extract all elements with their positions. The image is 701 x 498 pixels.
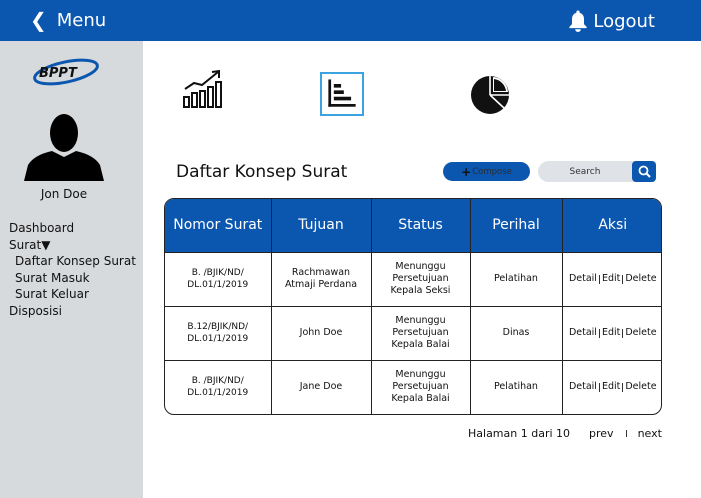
perihal-cell: Pelatihan	[470, 252, 562, 306]
compose-button[interactable]	[443, 162, 530, 181]
user-avatar-icon	[24, 111, 104, 181]
pagination	[468, 427, 662, 440]
table-row	[165, 252, 662, 306]
nomor-cell: B. /BJIK/ND/ DL.01/1/2019	[165, 360, 271, 414]
tujuan-cell: Rachmawan Atmaji Perdana	[271, 252, 371, 306]
sidebar	[0, 41, 143, 498]
nav-surat-masuk[interactable]: Surat Masuk	[15, 270, 90, 285]
column-header: Status	[371, 199, 470, 252]
page-title: Daftar Konsep Surat	[176, 162, 348, 182]
prev-link[interactable]: prev	[589, 427, 614, 440]
search-box	[538, 161, 656, 182]
logout-button[interactable]	[568, 6, 655, 36]
nav-surat-keluar[interactable]: Surat Keluar	[15, 287, 89, 301]
status-cell: Menunggu Persetujuan Kepala Balai	[371, 306, 470, 360]
table-row	[165, 360, 662, 414]
table-header-row	[165, 199, 662, 252]
top-bar	[0, 0, 701, 41]
separator	[626, 430, 627, 437]
logo-text: BPPT	[39, 66, 77, 81]
page-info: Halaman 1 dari 10	[468, 427, 571, 440]
separator	[599, 383, 600, 392]
pie-chart-icon[interactable]	[470, 74, 512, 116]
separator	[599, 329, 600, 338]
bell-icon	[568, 9, 588, 33]
bar-chart-icon[interactable]	[320, 72, 364, 116]
separator	[599, 275, 600, 284]
perihal-cell: Pelatihan	[470, 360, 562, 414]
column-header: Nomor Surat	[165, 199, 271, 252]
next-link[interactable]: next	[637, 427, 662, 440]
separator	[622, 275, 623, 284]
compose-label: Compose	[472, 166, 512, 177]
tujuan-cell: John Doe	[271, 306, 371, 360]
edit-link[interactable]: Edit	[601, 273, 621, 285]
delete-link[interactable]: Delete	[625, 327, 657, 339]
separator	[622, 383, 623, 392]
nav-disposisi[interactable]: Disposisi	[9, 303, 62, 318]
delete-link[interactable]: Delete	[625, 273, 657, 285]
aksi-cell	[562, 360, 662, 414]
status-cell: Menunggu Persetujuan Kepala Balai	[371, 360, 470, 414]
search-button[interactable]	[632, 161, 656, 182]
search-icon	[638, 165, 651, 178]
nav-dashboard[interactable]: Dashboard	[9, 221, 75, 235]
column-header: Tujuan	[271, 199, 371, 252]
edit-link[interactable]: Edit	[601, 327, 621, 339]
user-name: Jon Doe	[40, 187, 88, 201]
tujuan-cell: Jane Doe	[271, 360, 371, 414]
nav-surat[interactable]: Surat▼	[9, 237, 51, 252]
perihal-cell: Dinas	[470, 306, 562, 360]
logout-label: Logout	[593, 10, 655, 32]
aksi-cell	[562, 252, 662, 306]
nomor-cell: B. /BJIK/ND/ DL.01/1/2019	[165, 252, 271, 306]
sidebar-nav	[9, 220, 136, 319]
delete-link[interactable]: Delete	[625, 381, 657, 393]
plus-icon: +	[461, 164, 472, 179]
status-cell: Menunggu Persetujuan Kepala Seksi	[371, 252, 470, 306]
table-row	[165, 306, 662, 360]
aksi-cell	[562, 306, 662, 360]
menu-button[interactable]	[30, 6, 106, 34]
nomor-cell: B.12/BJIK/ND/ DL.01/1/2019	[165, 306, 271, 360]
chevron-left-icon: ❮	[30, 8, 47, 32]
detail-link[interactable]: Detail	[568, 273, 597, 285]
detail-link[interactable]: Detail	[568, 381, 597, 393]
line-chart-icon[interactable]	[182, 69, 224, 111]
menu-label: Menu	[56, 9, 107, 31]
bppt-logo	[31, 55, 101, 89]
separator	[622, 329, 623, 338]
column-header: Perihal	[470, 199, 562, 252]
column-header: Aksi	[562, 199, 662, 252]
nav-daftar-konsep-surat[interactable]: Daftar Konsep Surat	[15, 254, 136, 268]
surat-table	[164, 198, 662, 415]
edit-link[interactable]: Edit	[601, 381, 621, 393]
detail-link[interactable]: Detail	[568, 327, 597, 339]
